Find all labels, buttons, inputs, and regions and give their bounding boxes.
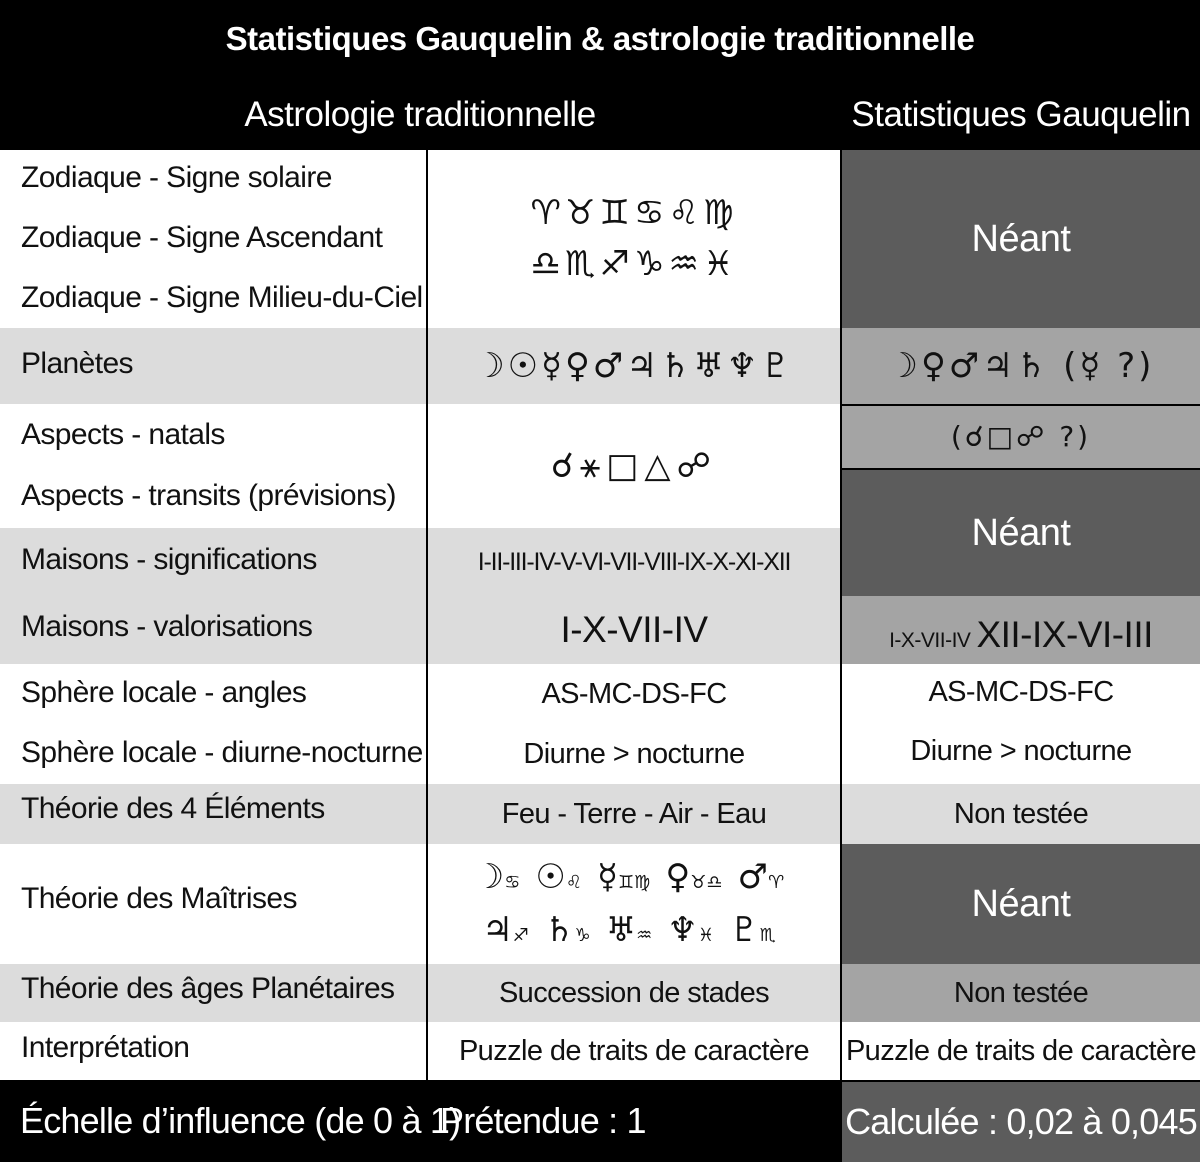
ages-label: Théorie des âges Planétaires	[21, 972, 395, 1005]
houses-meaning-label-cell	[0, 528, 426, 596]
planets-gauquelin-symbols: ☽♀♂♃♄ (☿ ?)	[887, 345, 1155, 386]
footer-gauquelin-cell	[842, 1082, 1200, 1162]
houses-value-gauquelin-small: I-X-VII-IV	[889, 629, 971, 652]
houses-value-label: Maisons - valorisations	[21, 610, 313, 643]
jupiter-icon: ♃	[482, 910, 513, 950]
elements-gauquelin-cell	[842, 784, 1200, 844]
planets-label-cell	[0, 328, 426, 404]
aspects-label-cell	[0, 404, 426, 528]
header-traditional: Astrologie traditionnelle	[0, 80, 840, 150]
taurus-libra-icon: ♉♎	[690, 872, 723, 894]
houses-meaning-trad-cell	[428, 528, 840, 596]
sagittarius-icon: ♐	[512, 925, 529, 946]
interpretation-label-cell	[0, 1022, 426, 1080]
rulerships-trad-cell	[428, 844, 840, 964]
local-sphere-gauquelin-diurnal: Diurne > nocturne	[910, 735, 1132, 767]
scorpio-icon: ♏	[759, 925, 776, 946]
zodiac-signs-line1: ♈♉♊♋♌♍	[530, 193, 738, 233]
rulerships-line2	[482, 904, 786, 957]
planets-gauquelin-cell	[842, 328, 1200, 404]
interpretation-trad-cell	[428, 1022, 840, 1080]
ages-trad-cell	[428, 964, 840, 1022]
mars-icon: ♂	[737, 857, 769, 898]
zodiac-trad-cell	[428, 150, 840, 328]
zodiac-ascendant-label: Zodiaque - Signe Ascendant	[21, 221, 383, 254]
aspects-trad-symbols: ☌⚹□△☍	[551, 445, 717, 486]
footer-label: Échelle d’influence (de 0 à 1)	[20, 1100, 461, 1141]
zodiac-gauquelin-cell: Néant	[842, 150, 1200, 328]
moon-icon: ☽	[473, 857, 505, 898]
footer-trad-value: Prétendue : 1	[440, 1100, 646, 1141]
local-sphere-gauquelin-cell	[842, 664, 1200, 784]
zodiac-solar-label: Zodiaque - Signe solaire	[21, 161, 332, 194]
ages-trad: Succession de stades	[498, 976, 770, 1009]
table-title: Statistiques Gauquelin & astrologie traditionnelle	[0, 0, 1200, 78]
aspects-trad-cell	[428, 404, 840, 528]
uranus-icon: ♅	[605, 910, 637, 950]
houses-meaning-label: Maisons - significations	[21, 543, 317, 576]
interpretation-gauquelin: Puzzle de traits de caractère	[845, 1034, 1197, 1067]
cancer-icon: ♋	[504, 872, 521, 894]
houses-value-label-cell	[0, 596, 426, 664]
ages-gauquelin-cell	[842, 964, 1200, 1022]
saturn-icon: ♄	[543, 910, 575, 950]
local-sphere-angles-label: Sphère locale - angles	[21, 676, 307, 709]
aquarius-icon: ♒	[636, 925, 653, 946]
aries-icon: ♈	[768, 872, 785, 894]
local-sphere-trad-angles: AS-MC-DS-FC	[541, 678, 727, 710]
header-gauquelin: Statistiques Gauquelin	[842, 80, 1200, 150]
neptune-icon: ♆	[667, 910, 698, 950]
zodiac-label-cell	[0, 150, 426, 328]
elements-trad: Feu - Terre - Air - Eau	[501, 797, 767, 830]
rulerships-gauquelin-cell: Néant	[842, 844, 1200, 964]
planets-label: Planètes	[21, 347, 133, 380]
planets-trad-cell	[428, 328, 840, 404]
interpretation-gauquelin-cell	[842, 1022, 1200, 1080]
houses-value-trad: I-X-VII-IV	[560, 609, 708, 650]
pisces-icon: ♓	[697, 925, 715, 946]
sun-icon: ☉	[535, 857, 566, 898]
houses-value-gauquelin-cell	[842, 596, 1200, 664]
aspects-natal-label: Aspects - natals	[21, 418, 225, 451]
interpretation-trad: Puzzle de traits de caractère	[458, 1034, 810, 1067]
gemini-virgo-icon: ♊♍	[618, 872, 651, 894]
elements-label: Théorie des 4 Éléments	[21, 792, 325, 825]
local-sphere-gauquelin-angles: AS-MC-DS-FC	[928, 676, 1114, 708]
zodiac-midheaven-label: Zodiaque - Signe Milieu-du-Ciel	[21, 281, 423, 314]
local-sphere-label-cell	[0, 664, 426, 784]
elements-trad-cell	[428, 784, 840, 844]
zodiac-signs-line2: ♎♏♐♑♒♓	[530, 244, 738, 284]
pluto-icon: ♇	[729, 910, 760, 950]
leo-icon: ♌	[565, 872, 583, 894]
houses-meaning-trad: I-II-III-IV-V-VI-VII-VIII-IX-X-XI-XII	[477, 547, 791, 576]
footer-left-cell	[0, 1082, 840, 1162]
ages-gauquelin: Non testée	[953, 976, 1089, 1009]
rulerships-label-cell	[0, 844, 426, 964]
rulerships-label: Théorie des Maîtrises	[21, 882, 297, 915]
local-sphere-diurnal-label: Sphère locale - diurne-nocturne	[21, 736, 423, 769]
planets-trad-symbols: ☽☉☿♀♂♃♄♅♆♇	[474, 345, 794, 386]
local-sphere-trad-diurnal: Diurne > nocturne	[523, 738, 745, 770]
footer-gauquelin-value: Calculée : 0,02 à 0,045	[845, 1101, 1197, 1142]
elements-label-cell	[0, 784, 426, 844]
mercury-icon: ☿	[597, 857, 619, 898]
ages-label-cell	[0, 964, 426, 1022]
venus-icon: ♀	[665, 857, 691, 898]
aspects-natal-gauquelin-symbols: (☌□☍ ?)	[950, 420, 1092, 453]
capricorn-icon: ♑	[574, 925, 591, 946]
aspects-houses-gauquelin-cell: Néant	[842, 470, 1200, 596]
rulerships-line1	[474, 851, 795, 904]
aspects-natal-gauquelin-cell	[842, 406, 1200, 468]
aspects-transits-label: Aspects - transits (prévisions)	[21, 479, 396, 512]
local-sphere-trad-cell	[428, 664, 840, 784]
interpretation-label: Interprétation	[21, 1031, 190, 1064]
houses-value-trad-cell	[428, 596, 840, 664]
houses-value-gauquelin-big: XII-IX-VI-III	[976, 614, 1153, 655]
elements-gauquelin: Non testée	[953, 797, 1089, 830]
